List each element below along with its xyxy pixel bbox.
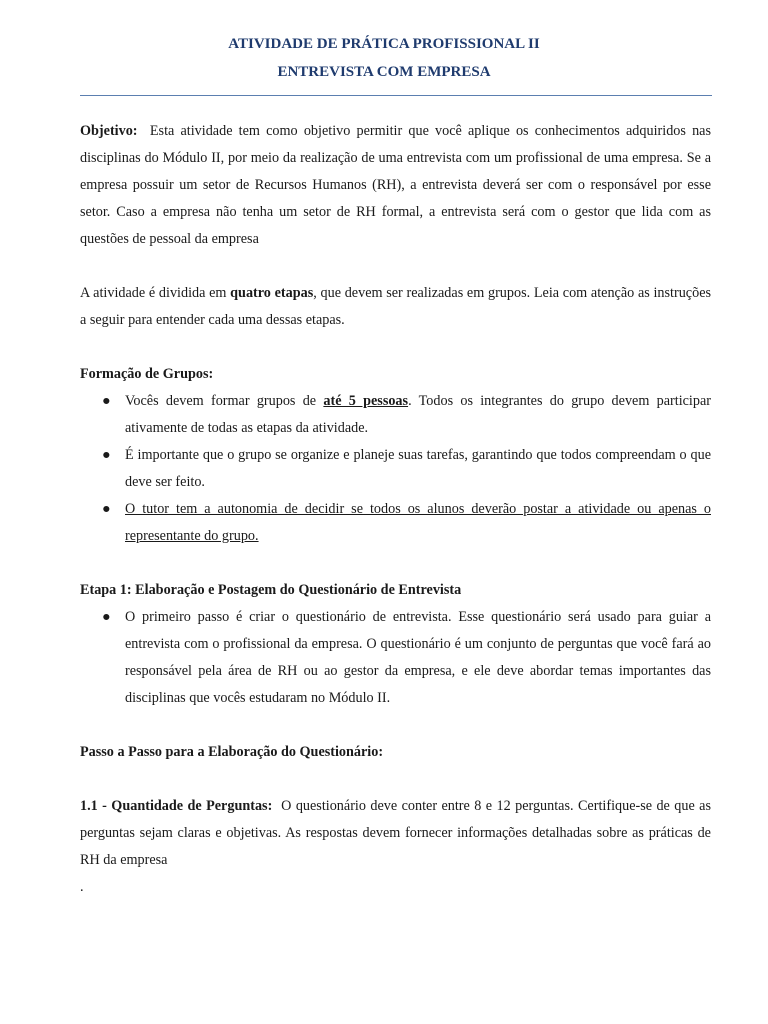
item-text: . Todos os integrantes do grupo devem participar ativamente de todas as etapas da atividade. xyxy=(125,393,711,436)
bullet-icon: ● xyxy=(102,447,111,463)
item-text: O primeiro passo é criar o questionário de entrevista. Esse questionário será usado para guiar a entrevista com o profissional da empresa. O questionário é um conjunto de perguntas que você fará ao responsável pela área de RH ou ao gestor da empresa, e ele deve abordar temas importantes das disciplinas que vocês estudaram no Módulo II. xyxy=(125,609,711,706)
document-title: ATIVIDADE DE PRÁTICA PROFISSIONAL II xyxy=(228,36,540,52)
formacao-heading: Formação de Grupos: xyxy=(80,366,214,382)
intro-paragraph xyxy=(80,280,711,334)
item-text: É importante que o grupo se organize e planeje suas tarefas, garantindo que todos compreendam o que deve ser feito. xyxy=(125,447,711,490)
etapa1-list xyxy=(80,604,711,712)
list-item xyxy=(80,496,711,550)
bullet-icon: ● xyxy=(102,609,111,625)
title-divider xyxy=(80,95,712,96)
formacao-list xyxy=(80,388,711,550)
intro-text-start: A atividade é dividida em xyxy=(80,285,231,301)
objetivo-paragraph xyxy=(80,118,711,253)
list-item xyxy=(80,604,711,712)
list-item xyxy=(80,442,711,496)
item-bold-underlined: até 5 pessoas xyxy=(323,393,409,409)
objetivo-text: Esta atividade tem como objetivo permitir que você aplique os conhecimentos adquiridos nas disciplinas do Módulo II, por meio da realização de uma entrevista com um profissional de uma empresa. Se a empresa possuir um setor de Recursos Humanos (RH), a entrevista deverá ser com o responsável por esse setor. Caso a empresa não tenha um setor de RH formal, a entrevista será com o gestor que lida com as questões de pessoal da empresa xyxy=(80,123,711,247)
quantidade-text: O questionário deve conter entre 8 e 12 perguntas. Certifique-se de que as perguntas sejam claras e objetivas. As respostas devem fornecer informações detalhadas sobre as práticas de RH da empresa xyxy=(80,798,712,868)
item-text: Vocês devem formar grupos de xyxy=(125,393,324,409)
document-body xyxy=(80,118,711,901)
intro-bold: quatro etapas xyxy=(230,285,314,301)
objetivo-label: Objetivo: xyxy=(80,123,138,139)
trailing-dot: . xyxy=(80,879,84,895)
quantidade-paragraph xyxy=(80,793,711,874)
quantidade-label: 1.1 - Quantidade de Perguntas: xyxy=(80,798,273,814)
passo-heading: Passo a Passo para a Elaboração do Questionário: xyxy=(80,744,384,760)
bullet-icon: ● xyxy=(102,393,111,409)
item-text: O tutor tem a autonomia de decidir se todos os alunos deverão postar a atividade ou apenas o representante do grupo. xyxy=(125,501,711,544)
list-item xyxy=(80,388,711,442)
etapa1-heading: Etapa 1: Elaboração e Postagem do Questionário de Entrevista xyxy=(80,582,462,598)
document-subtitle: ENTREVISTA COM EMPRESA xyxy=(277,64,491,80)
intro-text-end: , que devem ser realizadas em grupos. Leia com atenção as instruções a seguir para entender cada uma dessas etapas. xyxy=(80,285,712,328)
bullet-icon: ● xyxy=(102,501,111,517)
